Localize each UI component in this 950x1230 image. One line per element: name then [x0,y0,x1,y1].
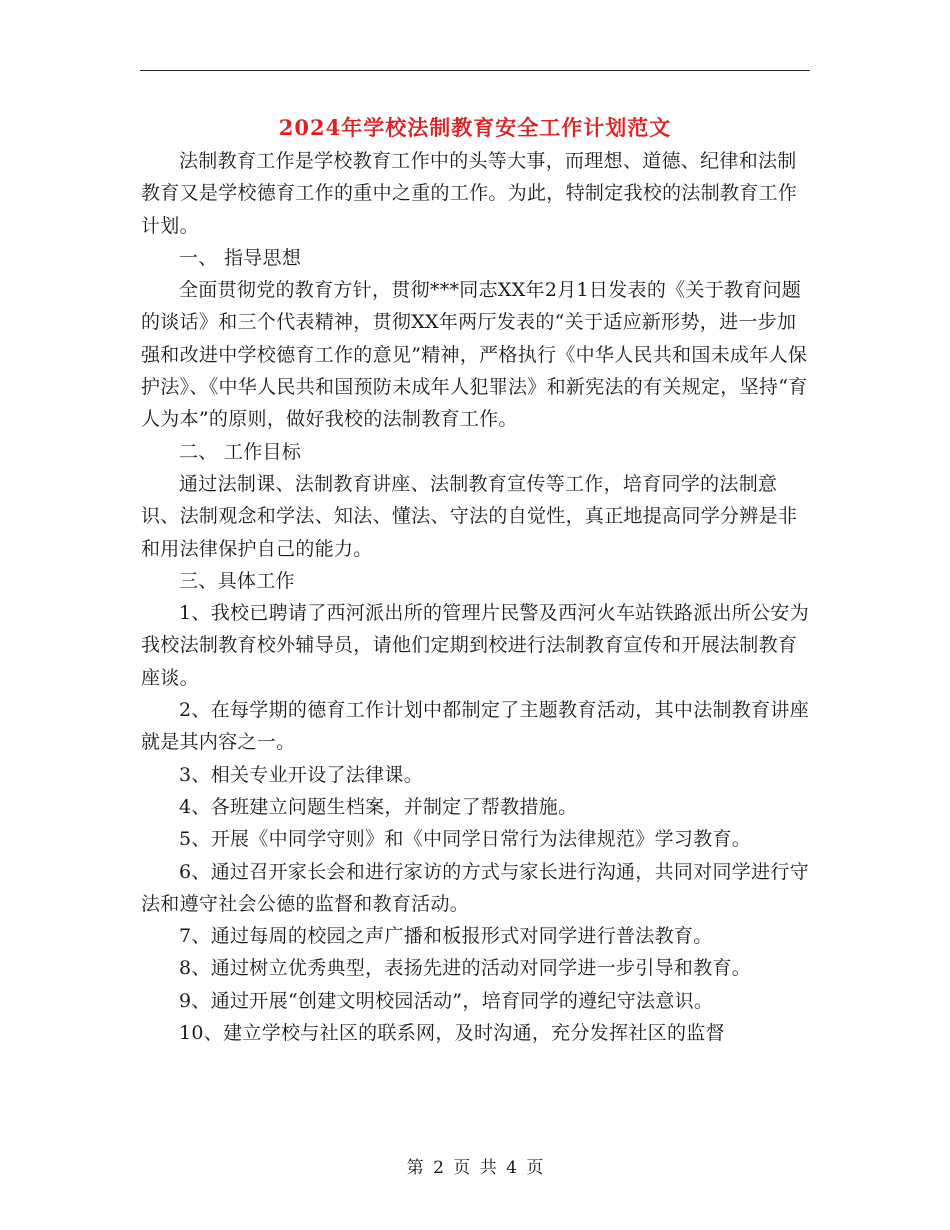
list-item: 3、相关专业开设了法律课。 [179,763,423,786]
list-item: 4、各班建立问题生档案，并制定了帮教措施。 [179,795,578,818]
list-item: 5、开展《中同学守则》和《中同学日常行为法律规范》学习教育。 [179,828,752,851]
list-item: 2、在每学期的德育工作计划中都制定了主题教育活动，其中法制教育讲座就是其内容之一。 [141,699,809,754]
page-number-footer: 第 2 页 共 4 页 [406,1158,544,1178]
list-item: 6、通过召开家长会和进行家访的方式与家长进行沟通，共同对同学进行守法和遵守社会公德的监督和教育活动。 [141,860,809,915]
paragraph-work-goals: 通过法制课、法制教育讲座、法制教育宣传等工作，培育同学的法制意识、法制观念和学法、知法、懂法、守法的自觉性，真正地提高同学分辨是非和用法律保护自己的能力。 [141,472,798,560]
list-item: 1、我校已聘请了西河派出所的管理片民警及西河火车站铁路派出所公安为我校法制教育校外辅导员，请他们定期到校进行法制教育宣传和开展法制教育座谈。 [141,602,809,689]
paragraph-guiding-thought: 全面贯彻党的教育方针，贯彻***同志XX年2月1日发表的《关于教育问题的谈话》和三个代表精神，贯彻XX年两厅发表的“关于适应新形势，进一步加强和改进中学校德育工作的意见”精神，严格执行《中华人民共和国未成年人保护法》、《中华人民共和国预防未成年人犯罪法》和新宪法的有关规定，坚持“育人为本”的原则，做好我校的法制教育工作。 [141,279,808,431]
document-title: 2024年学校法制教育安全工作计划范文 [278,115,672,140]
header-rule [140,70,810,71]
list-item: 9、通过开展“创建文明校园活动”，培育同学的遵纪守法意识。 [179,989,714,1012]
heading-work-goals: 二、 工作目标 [179,440,302,463]
document-body [141,145,811,1049]
heading-guiding-thought: 一、 指导思想 [179,246,302,269]
list-item: 10、建立学校与社区的联系网，及时沟通，充分发挥社区的监督 [179,1022,725,1045]
list-item: 7、通过每周的校园之声广播和板报形式对同学进行普法教育。 [179,925,713,948]
paragraph-intro: 法制教育工作是学校教育工作中的头等大事，而理想、道德、纪律和法制教育又是学校德育工作的重中之重的工作。为此，特制定我校的法制教育工作计划。 [141,150,798,237]
list-item: 8、通过树立优秀典型，表扬先进的活动对同学进一步引导和教育。 [179,957,752,980]
heading-specific-work: 三、具体工作 [179,569,295,592]
